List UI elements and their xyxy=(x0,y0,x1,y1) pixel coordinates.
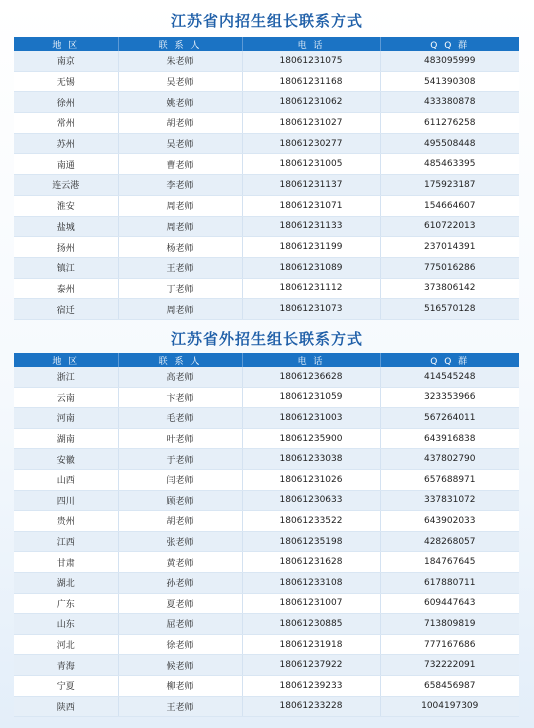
header-qq-group: Q Q 群 xyxy=(380,37,519,51)
phone-cell: 18061231003 xyxy=(242,408,380,429)
header-region: 地 区 xyxy=(14,353,118,367)
table-row xyxy=(14,469,519,490)
table-row xyxy=(14,257,519,278)
qq-group-cell: 337831072 xyxy=(380,490,519,511)
phone-cell: 18061233522 xyxy=(242,511,380,532)
contact-cell: 张老师 xyxy=(118,531,242,552)
contact-cell: 毛老师 xyxy=(118,408,242,429)
region-cell: 山西 xyxy=(14,469,118,490)
qq-group-cell: 485463395 xyxy=(380,154,519,175)
contact-cell: 周老师 xyxy=(118,299,242,320)
region-cell: 宁夏 xyxy=(14,675,118,696)
phone-cell: 18061231026 xyxy=(242,469,380,490)
phone-cell: 18061231027 xyxy=(242,113,380,134)
contact-cell: 杨老师 xyxy=(118,237,242,258)
qq-group-cell: 732222091 xyxy=(380,655,519,676)
phone-cell: 18061233228 xyxy=(242,696,380,717)
contact-cell: 顾老师 xyxy=(118,490,242,511)
table-row xyxy=(14,367,519,387)
table-row xyxy=(14,408,519,429)
qq-group-cell: 1004197309 xyxy=(380,696,519,717)
region-cell: 陕西 xyxy=(14,696,118,717)
qq-group-cell: 323353966 xyxy=(380,387,519,408)
table-row xyxy=(14,237,519,258)
table-body xyxy=(14,367,519,717)
region-cell: 四川 xyxy=(14,490,118,511)
contact-cell: 闫老师 xyxy=(118,469,242,490)
phone-cell: 18061236628 xyxy=(242,367,380,387)
contact-cell: 吴老师 xyxy=(118,133,242,154)
phone-cell: 18061231168 xyxy=(242,71,380,92)
table-row xyxy=(14,299,519,320)
contact-cell: 朱老师 xyxy=(118,51,242,71)
phone-cell: 18061231007 xyxy=(242,593,380,614)
qq-group-cell: 495508448 xyxy=(380,133,519,154)
phone-cell: 18061231059 xyxy=(242,387,380,408)
table-row xyxy=(14,572,519,593)
region-cell: 苏州 xyxy=(14,133,118,154)
contact-cell: 曹老师 xyxy=(118,154,242,175)
contact-cell: 胡老师 xyxy=(118,511,242,532)
phone-cell: 18061233038 xyxy=(242,449,380,470)
qq-group-cell: 175923187 xyxy=(380,175,519,196)
qq-group-cell: 516570128 xyxy=(380,299,519,320)
contact-cell: 夏老师 xyxy=(118,593,242,614)
region-cell: 盐城 xyxy=(14,216,118,237)
region-cell: 山东 xyxy=(14,614,118,635)
contact-table-in-province xyxy=(14,37,519,320)
qq-group-cell: 541390308 xyxy=(380,71,519,92)
phone-cell: 18061233108 xyxy=(242,572,380,593)
table-row xyxy=(14,593,519,614)
region-cell: 云南 xyxy=(14,387,118,408)
qq-group-cell: 433380878 xyxy=(380,92,519,113)
contact-cell: 屈老师 xyxy=(118,614,242,635)
table-row xyxy=(14,634,519,655)
region-cell: 安徽 xyxy=(14,449,118,470)
phone-cell: 18061231089 xyxy=(242,257,380,278)
phone-cell: 18061235198 xyxy=(242,531,380,552)
table-row xyxy=(14,655,519,676)
qq-group-cell: 237014391 xyxy=(380,237,519,258)
table-row xyxy=(14,195,519,216)
qq-group-cell: 437802790 xyxy=(380,449,519,470)
table-row xyxy=(14,133,519,154)
table-row xyxy=(14,175,519,196)
region-cell: 镇江 xyxy=(14,257,118,278)
contact-cell: 胡老师 xyxy=(118,113,242,134)
header-contact: 联 系 人 xyxy=(118,353,242,367)
qq-group-cell: 428268057 xyxy=(380,531,519,552)
contact-cell: 高老师 xyxy=(118,367,242,387)
qq-group-cell: 414545248 xyxy=(380,367,519,387)
phone-cell: 18061231628 xyxy=(242,552,380,573)
region-cell: 甘肃 xyxy=(14,552,118,573)
phone-cell: 18061235900 xyxy=(242,428,380,449)
qq-group-cell: 777167686 xyxy=(380,634,519,655)
region-cell: 泰州 xyxy=(14,278,118,299)
phone-cell: 18061231071 xyxy=(242,195,380,216)
region-cell: 湖北 xyxy=(14,572,118,593)
table-row xyxy=(14,696,519,717)
contact-cell: 姚老师 xyxy=(118,92,242,113)
header-phone: 电 话 xyxy=(242,353,380,367)
contact-cell: 李老师 xyxy=(118,175,242,196)
table-header xyxy=(14,37,519,51)
region-cell: 青海 xyxy=(14,655,118,676)
phone-cell: 18061231199 xyxy=(242,237,380,258)
region-cell: 浙江 xyxy=(14,367,118,387)
table-row xyxy=(14,449,519,470)
table-row xyxy=(14,490,519,511)
region-cell: 常州 xyxy=(14,113,118,134)
contact-cell: 叶老师 xyxy=(118,428,242,449)
contact-cell: 柳老师 xyxy=(118,675,242,696)
phone-cell: 18061231073 xyxy=(242,299,380,320)
region-cell: 湖南 xyxy=(14,428,118,449)
region-cell: 南京 xyxy=(14,51,118,71)
qq-group-cell: 567264011 xyxy=(380,408,519,429)
qq-group-cell: 609447643 xyxy=(380,593,519,614)
region-cell: 连云港 xyxy=(14,175,118,196)
qq-group-cell: 154664607 xyxy=(380,195,519,216)
region-cell: 淮安 xyxy=(14,195,118,216)
table-row xyxy=(14,675,519,696)
qq-group-cell: 483095999 xyxy=(380,51,519,71)
phone-cell: 18061230633 xyxy=(242,490,380,511)
contact-cell: 王老师 xyxy=(118,257,242,278)
table-row xyxy=(14,113,519,134)
contact-cell: 徐老师 xyxy=(118,634,242,655)
region-cell: 无锡 xyxy=(14,71,118,92)
region-cell: 南通 xyxy=(14,154,118,175)
table-row xyxy=(14,51,519,71)
section-title-out-of-province: 江苏省外招生组长联系方式 xyxy=(170,330,363,348)
table-row xyxy=(14,92,519,113)
header-phone: 电 话 xyxy=(242,37,380,51)
table-row xyxy=(14,614,519,635)
qq-group-cell: 643916838 xyxy=(380,428,519,449)
contact-cell: 黄老师 xyxy=(118,552,242,573)
region-cell: 扬州 xyxy=(14,237,118,258)
region-cell: 徐州 xyxy=(14,92,118,113)
table-body xyxy=(14,51,519,319)
contact-cell: 丁老师 xyxy=(118,278,242,299)
contact-cell: 孙老师 xyxy=(118,572,242,593)
section-title-in-province: 江苏省内招生组长联系方式 xyxy=(170,12,363,30)
contact-cell: 于老师 xyxy=(118,449,242,470)
region-cell: 广东 xyxy=(14,593,118,614)
qq-group-cell: 643902033 xyxy=(380,511,519,532)
header-contact: 联 系 人 xyxy=(118,37,242,51)
phone-cell: 18061230885 xyxy=(242,614,380,635)
qq-group-cell: 713809819 xyxy=(380,614,519,635)
region-cell: 宿迁 xyxy=(14,299,118,320)
table-row xyxy=(14,71,519,92)
phone-cell: 18061231137 xyxy=(242,175,380,196)
contact-table-out-of-province xyxy=(14,353,519,717)
phone-cell: 18061231133 xyxy=(242,216,380,237)
phone-cell: 18061231062 xyxy=(242,92,380,113)
phone-cell: 18061230277 xyxy=(242,133,380,154)
qq-group-cell: 184767645 xyxy=(380,552,519,573)
contact-cell: 王老师 xyxy=(118,696,242,717)
contact-cell: 卞老师 xyxy=(118,387,242,408)
region-cell: 江西 xyxy=(14,531,118,552)
qq-group-cell: 611276258 xyxy=(380,113,519,134)
phone-cell: 18061231075 xyxy=(242,51,380,71)
table-row xyxy=(14,552,519,573)
phone-cell: 18061231112 xyxy=(242,278,380,299)
table-row xyxy=(14,278,519,299)
header-region: 地 区 xyxy=(14,37,118,51)
table-row xyxy=(14,531,519,552)
phone-cell: 18061239233 xyxy=(242,675,380,696)
qq-group-cell: 617880711 xyxy=(380,572,519,593)
table-row xyxy=(14,216,519,237)
contact-cell: 候老师 xyxy=(118,655,242,676)
table-header xyxy=(14,353,519,367)
qq-group-cell: 610722013 xyxy=(380,216,519,237)
phone-cell: 18061231005 xyxy=(242,154,380,175)
contact-cell: 周老师 xyxy=(118,216,242,237)
phone-cell: 18061231918 xyxy=(242,634,380,655)
header-qq-group: Q Q 群 xyxy=(380,353,519,367)
phone-cell: 18061237922 xyxy=(242,655,380,676)
header-row xyxy=(14,37,519,51)
table-row xyxy=(14,387,519,408)
region-cell: 河北 xyxy=(14,634,118,655)
table-row xyxy=(14,154,519,175)
qq-group-cell: 373806142 xyxy=(380,278,519,299)
qq-group-cell: 775016286 xyxy=(380,257,519,278)
region-cell: 贵州 xyxy=(14,511,118,532)
contact-cell: 吴老师 xyxy=(118,71,242,92)
table-row xyxy=(14,428,519,449)
region-cell: 河南 xyxy=(14,408,118,429)
contact-cell: 周老师 xyxy=(118,195,242,216)
table-row xyxy=(14,511,519,532)
qq-group-cell: 658456987 xyxy=(380,675,519,696)
qq-group-cell: 657688971 xyxy=(380,469,519,490)
header-row xyxy=(14,353,519,367)
